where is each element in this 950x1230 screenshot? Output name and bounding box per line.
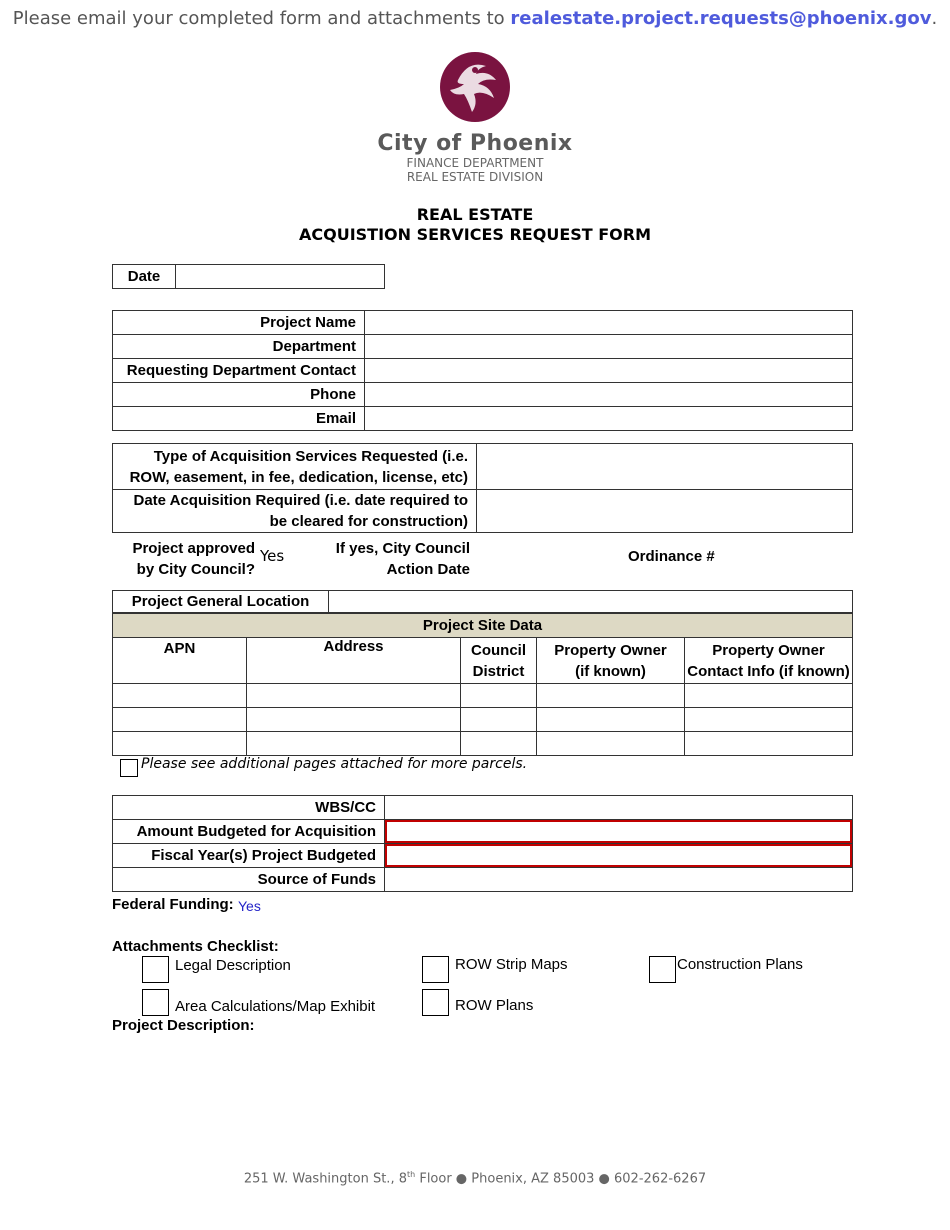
project-description-label: Project Description:	[112, 1017, 255, 1034]
fiscal-year-field[interactable]	[385, 844, 853, 868]
additional-pages-note: Please see additional pages attached for more parcels.	[141, 756, 528, 772]
fiscal-year-label: Fiscal Year(s) Project Budgeted	[113, 844, 385, 868]
phone-label: Phone	[113, 383, 365, 407]
amount-budgeted-label: Amount Budgeted for Acquisition	[113, 820, 385, 844]
council-approved-label	[112, 538, 255, 580]
col-property-owner	[537, 638, 685, 684]
wbs-field[interactable]	[385, 796, 853, 820]
department-field[interactable]	[365, 335, 853, 359]
council-approved-label-line1: Project approved	[132, 540, 255, 557]
checklist-title: Attachments Checklist:	[112, 938, 279, 955]
district-cell[interactable]	[461, 684, 537, 708]
footer-floor-suffix: th	[406, 1170, 416, 1179]
council-action-label-line2: Action Date	[386, 561, 470, 578]
table-row	[113, 708, 853, 732]
owner-cell[interactable]	[537, 732, 685, 756]
col-council-district	[461, 638, 537, 684]
project-name-label: Project Name	[113, 311, 365, 335]
table-row	[113, 684, 853, 708]
acquisition-table	[112, 443, 853, 533]
council-action-label-line1: If yes, City Council	[335, 540, 470, 557]
acquisition-type-label	[113, 444, 477, 490]
department-name: FINANCE DEPARTMENT	[406, 156, 544, 170]
col-owner-line2: (if known)	[575, 662, 646, 680]
apn-cell[interactable]	[113, 708, 247, 732]
council-approved-value[interactable]: Yes	[260, 547, 285, 565]
site-location-table	[112, 590, 853, 613]
form-title-line2: ACQUISTION SERVICES REQUEST FORM	[298, 225, 652, 244]
location-label: Project General Location	[113, 591, 329, 613]
footer-address-end: Floor ● Phoenix, AZ 85003 ● 602-262-6267	[415, 1171, 707, 1187]
form-title-line1: REAL ESTATE	[416, 205, 534, 224]
email-field[interactable]	[365, 407, 853, 431]
acquisition-type-field[interactable]	[477, 444, 853, 490]
council-action-date-label	[300, 538, 470, 580]
phone-field[interactable]	[365, 383, 853, 407]
contact-cell[interactable]	[685, 732, 853, 756]
apn-cell[interactable]	[113, 684, 247, 708]
site-data-table	[112, 613, 853, 756]
site-data-title: Project Site Data	[113, 614, 853, 638]
email-link[interactable]: realestate.project.requests@phoenix.gov	[510, 8, 932, 29]
additional-pages-checkbox[interactable]	[120, 759, 138, 777]
funding-table	[112, 795, 853, 892]
federal-funding-value[interactable]: Yes	[238, 898, 261, 914]
contact-cell[interactable]	[685, 708, 853, 732]
area-calculations-label: Area Calculations/Map Exhibit	[175, 998, 376, 1015]
col-address: Address	[247, 638, 461, 684]
project-name-field[interactable]	[365, 311, 853, 335]
federal-funding-label: Federal Funding:	[112, 896, 234, 913]
instruction-text: Please email your completed form and attachments to	[12, 8, 511, 29]
apn-cell[interactable]	[113, 732, 247, 756]
period: .	[931, 8, 938, 29]
owner-cell[interactable]	[537, 708, 685, 732]
col-owner-contact	[685, 638, 853, 684]
district-cell[interactable]	[461, 708, 537, 732]
row-plans-checkbox[interactable]	[422, 989, 449, 1016]
legal-description-checkbox[interactable]	[142, 956, 169, 983]
email-instruction	[0, 8, 950, 29]
col-contact-line1: Property Owner	[712, 641, 825, 659]
col-owner-line1: Property Owner	[554, 641, 667, 659]
ordinance-label: Ordinance #	[628, 548, 715, 565]
source-of-funds-label: Source of Funds	[113, 868, 385, 892]
source-of-funds-field[interactable]	[385, 868, 853, 892]
construction-plans-checkbox[interactable]	[649, 956, 676, 983]
legal-description-label: Legal Description	[175, 957, 291, 974]
location-field[interactable]	[329, 591, 853, 613]
acquisition-date-label-line1: Date Acquisition Required (i.e. date required to	[133, 492, 468, 509]
address-cell[interactable]	[247, 684, 461, 708]
row-strip-maps-label: ROW Strip Maps	[455, 956, 568, 973]
council-approved-label-line2: by City Council?	[136, 561, 255, 578]
amount-budgeted-field[interactable]	[385, 820, 853, 844]
contact-cell[interactable]	[685, 684, 853, 708]
contact-field[interactable]	[365, 359, 853, 383]
city-name: City of Phoenix	[377, 131, 573, 156]
address-cell[interactable]	[247, 732, 461, 756]
date-label: Date	[113, 265, 176, 289]
district-cell[interactable]	[461, 732, 537, 756]
area-calculations-checkbox[interactable]	[142, 989, 169, 1016]
table-row	[113, 732, 853, 756]
phoenix-bird-logo	[438, 50, 512, 124]
acquisition-type-label-line2: ROW, easement, in fee, dedication, license, etc)	[129, 468, 468, 486]
department-label: Department	[113, 335, 365, 359]
email-label: Email	[113, 407, 365, 431]
footer-address-start: 251 W. Washington St., 8	[243, 1171, 407, 1187]
acquisition-date-field[interactable]	[477, 490, 853, 533]
acquisition-date-label	[113, 490, 477, 533]
contact-label: Requesting Department Contact	[113, 359, 365, 383]
construction-plans-label: Construction Plans	[677, 956, 803, 973]
row-strip-maps-checkbox[interactable]	[422, 956, 449, 983]
address-cell[interactable]	[247, 708, 461, 732]
project-info-table	[112, 310, 853, 431]
footer-address	[0, 1170, 950, 1186]
col-council-line2: District	[472, 662, 525, 680]
row-plans-label: ROW Plans	[455, 997, 534, 1014]
acquisition-date-label-line2: be cleared for construction)	[269, 513, 468, 530]
col-council-line1: Council	[471, 641, 526, 659]
wbs-label: WBS/CC	[113, 796, 385, 820]
division-name: REAL ESTATE DIVISION	[406, 170, 544, 184]
col-apn: APN	[113, 638, 247, 684]
col-contact-line2: Contact Info (if known)	[687, 662, 850, 680]
owner-cell[interactable]	[537, 684, 685, 708]
date-table	[112, 264, 385, 289]
date-field[interactable]	[176, 265, 385, 289]
acquisition-type-label-line1: Type of Acquisition Services Requested (i.e.	[153, 447, 468, 465]
